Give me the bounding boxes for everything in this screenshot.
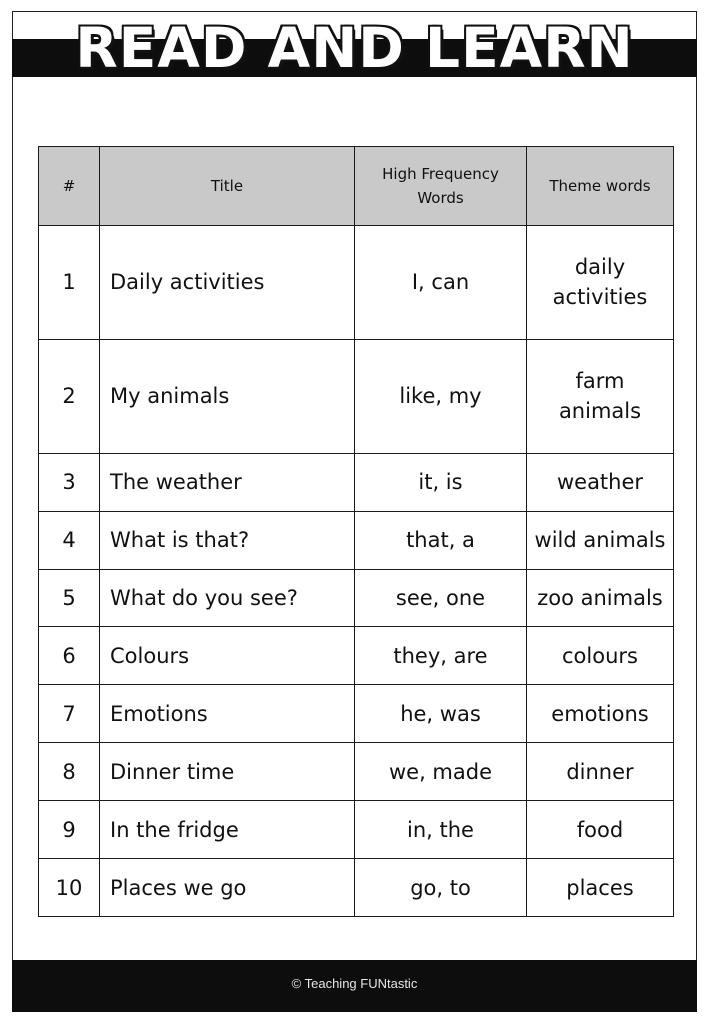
table-row <box>39 511 674 569</box>
row-high-frequency-words: see, one <box>355 569 527 627</box>
row-title: In the fridge <box>100 801 355 859</box>
row-theme-words: dinner <box>527 743 674 801</box>
row-high-frequency-words: like, my <box>355 339 527 453</box>
row-number: 7 <box>39 685 100 743</box>
row-title: My animals <box>100 339 355 453</box>
table-row <box>39 226 674 340</box>
row-title: What do you see? <box>100 569 355 627</box>
row-title: Dinner time <box>100 743 355 801</box>
row-high-frequency-words: I, can <box>355 226 527 340</box>
row-number: 8 <box>39 743 100 801</box>
row-theme-words: food <box>527 801 674 859</box>
table-row <box>39 801 674 859</box>
table-header-row <box>39 147 674 226</box>
header-high-frequency-words: High Frequency Words <box>355 147 527 226</box>
row-number: 9 <box>39 801 100 859</box>
word-table <box>38 146 674 917</box>
row-title: Places we go <box>100 859 355 917</box>
header-number: # <box>39 147 100 226</box>
row-title: What is that? <box>100 511 355 569</box>
row-high-frequency-words: it, is <box>355 453 527 511</box>
page-title: READ AND LEARN <box>75 16 634 80</box>
row-theme-words: farm animals <box>527 339 674 453</box>
row-theme-words: wild animals <box>527 511 674 569</box>
row-title: Daily activities <box>100 226 355 340</box>
row-high-frequency-words: he, was <box>355 685 527 743</box>
row-number: 6 <box>39 627 100 685</box>
row-number: 5 <box>39 569 100 627</box>
header-title: Title <box>100 147 355 226</box>
row-theme-words: colours <box>527 627 674 685</box>
row-theme-words: weather <box>527 453 674 511</box>
row-title: The weather <box>100 453 355 511</box>
table-row <box>39 627 674 685</box>
row-theme-words: daily activities <box>527 226 674 340</box>
row-high-frequency-words: that, a <box>355 511 527 569</box>
row-high-frequency-words: in, the <box>355 801 527 859</box>
table-row <box>39 569 674 627</box>
row-number: 4 <box>39 511 100 569</box>
row-title: Emotions <box>100 685 355 743</box>
table-row <box>39 859 674 917</box>
header-theme-words: Theme words <box>527 147 674 226</box>
row-high-frequency-words: they, are <box>355 627 527 685</box>
row-theme-words: zoo animals <box>527 569 674 627</box>
row-theme-words: emotions <box>527 685 674 743</box>
table-row <box>39 339 674 453</box>
table-row <box>39 743 674 801</box>
row-title: Colours <box>100 627 355 685</box>
row-theme-words: places <box>527 859 674 917</box>
table-row <box>39 685 674 743</box>
copyright-text: © Teaching FUNtastic <box>291 976 418 991</box>
row-high-frequency-words: we, made <box>355 743 527 801</box>
footer-band <box>12 960 697 1012</box>
row-number: 10 <box>39 859 100 917</box>
row-number: 1 <box>39 226 100 340</box>
row-high-frequency-words: go, to <box>355 859 527 917</box>
row-number: 2 <box>39 339 100 453</box>
table-row <box>39 453 674 511</box>
row-number: 3 <box>39 453 100 511</box>
